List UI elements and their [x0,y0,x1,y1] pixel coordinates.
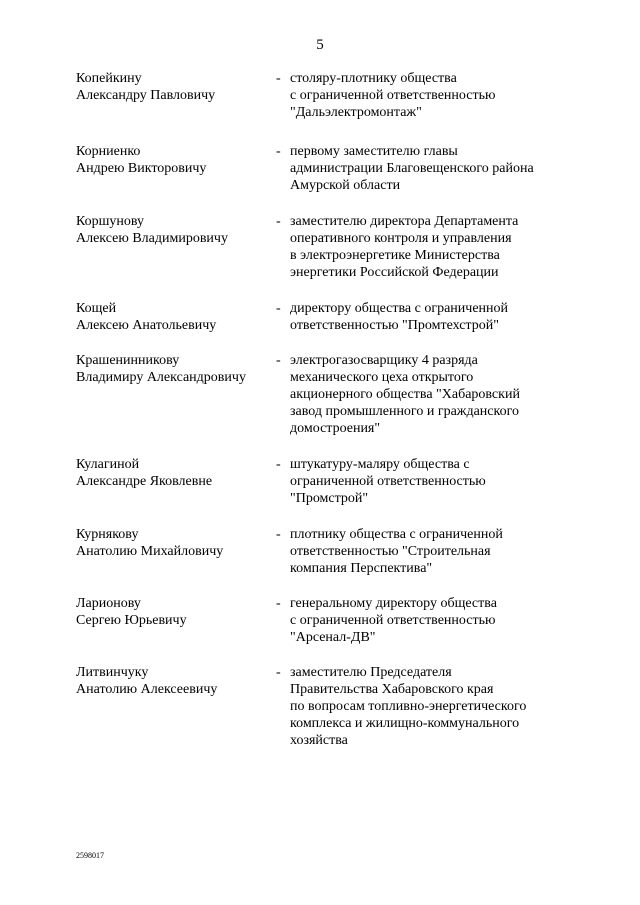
page-number: 5 [316,37,324,53]
recipient-given-names: Александру Павловичу [76,88,216,103]
recipient-name [76,526,276,560]
recipient-surname: Крашенинникову [76,353,180,368]
recipient-position: плотнику общества с ограниченной ответственностью "Строительная компания Перспектива" [290,527,503,576]
recipient-given-names: Анатолию Алексеевичу [76,682,218,697]
recipient-surname: Курнякову [76,527,139,542]
recipient-position: столяру-плотнику общества с ограниченной ответственностью "Дальэлектромонтаж" [290,71,496,120]
separator-dash: - [276,144,281,159]
separator-dash: - [276,596,281,611]
recipient-surname: Литвинчуку [76,665,149,680]
document-code: 2598017 [76,851,104,860]
separator-dash: - [276,527,281,542]
recipient-position: первому заместителю главы администрации Благовещенского района Амурской области [290,144,534,193]
recipient-position: заместителю Председателя Правительства Хабаровского края по вопросам топливно-энергетического комплекса и жилищно-коммунального хозяйства [290,665,527,748]
recipient-name [76,456,276,490]
recipient-surname: Копейкину [76,71,142,86]
recipient-name [76,352,276,386]
recipient-surname: Кулагиной [76,457,140,472]
recipient-surname: Кощей [76,301,117,316]
recipient-given-names: Алексею Анатольевичу [76,318,217,333]
recipient-given-names: Анатолию Михайловичу [76,544,224,559]
recipient-name [76,143,276,177]
recipient-surname: Ларионову [76,596,141,611]
recipient-given-names: Александре Яковлевне [76,474,213,489]
separator-dash: - [276,353,281,368]
recipient-name [76,213,276,247]
recipient-name [76,70,276,104]
recipient-position: директору общества с ограниченной ответственностью "Промтехстрой" [290,301,509,333]
separator-dash: - [276,457,281,472]
recipient-surname: Коршунову [76,214,145,229]
recipient-name [76,595,276,629]
recipient-name [76,664,276,698]
separator-dash: - [276,214,281,229]
recipient-surname: Корниенко [76,144,141,159]
recipient-given-names: Сергею Юрьевичу [76,613,187,628]
separator-dash: - [276,71,281,86]
recipient-given-names: Владимиру Александровичу [76,370,246,385]
separator-dash: - [276,301,281,316]
separator-dash: - [276,665,281,680]
recipient-position: штукатуру-маляру общества с ограниченной ответственностью "Промстрой" [290,457,486,506]
recipient-given-names: Алексею Владимировичу [76,231,228,246]
recipient-position: электрогазосварщику 4 разряда механического цеха открытого акционерного общества "Хабаровский завод промышленного и гражданского домостроения" [290,353,520,436]
recipient-position: генеральному директору общества с ограниченной ответственностью "Арсенал-ДВ" [290,596,497,645]
recipient-name [76,300,276,334]
recipient-position: заместителю директора Департамента оперативного контроля и управления в электроэнергетике Министерства энергетики Российской Федерации [290,214,519,280]
recipient-given-names: Андрею Викторовичу [76,161,207,176]
